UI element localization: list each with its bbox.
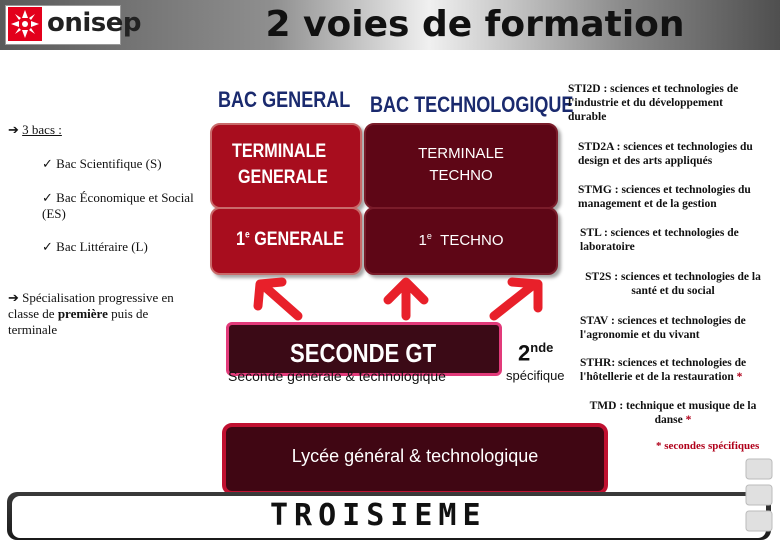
techno-item-st2s: ST2S : sciences et technologies de la santé et du social <box>585 271 761 297</box>
deux-sup: nde <box>530 340 554 355</box>
sthr-text: STHR: sciences et technologies de l'hôtellerie et de la restauration <box>580 357 747 383</box>
arrow-right-icon: ➔ <box>8 122 19 137</box>
premiere-techno-text: TECHNO <box>440 232 504 249</box>
up-arrow-icon-middle <box>388 282 424 316</box>
onisep-logo-icon <box>8 7 42 41</box>
terminale-generale-box[interactable] <box>210 123 362 209</box>
terminale-generale-line1: TERMINALE <box>232 141 327 162</box>
premiere-techno-label <box>366 231 556 249</box>
arrow-right-icon: ➔ <box>8 290 19 305</box>
decorative-icons <box>738 455 778 540</box>
column-header-general: BAC GENERAL <box>218 87 351 112</box>
spec-bold: première <box>57 306 108 321</box>
footnote: * secondes spécifiques <box>656 440 760 452</box>
bac-item-es: ✓ Bac Économique et Social (ES) <box>42 190 194 221</box>
premiere-techno-box[interactable] <box>364 207 558 275</box>
logo-text: onisep <box>47 8 142 38</box>
techno-item-sthr <box>580 356 775 384</box>
seconde-subtitle: Seconde générale & technologique <box>228 368 446 384</box>
rss-icon <box>746 459 772 479</box>
terminale-techno-line2: TECHNO <box>429 167 493 184</box>
premiere-techno-num: 1 <box>418 232 427 249</box>
techno-item-std2a: STD2A : sciences et technologies du design et des arts appliqués <box>578 141 753 167</box>
lycee-label: Lycée général & technologique <box>291 446 539 466</box>
troisieme-label: TROISIEME <box>270 498 487 533</box>
bacs-title: 3 bacs : <box>22 122 62 137</box>
premiere-generale-box[interactable] <box>210 207 362 275</box>
deux-num: 2 <box>518 340 531 366</box>
spec-pre: Spécialisation progressive en classe de <box>8 290 174 321</box>
up-arrows <box>250 276 590 322</box>
terminale-generale-line2: GENERALE <box>238 167 328 188</box>
page-title: 2 voies de formation <box>265 4 685 45</box>
tmd-asterisk: * <box>685 414 692 426</box>
premiere-techno-sup: e <box>426 231 432 241</box>
terminale-techno-line1: TERMINALE <box>418 145 504 162</box>
sthr-asterisk: * <box>736 371 743 383</box>
techno-item-tmd <box>578 399 768 427</box>
settings-icon <box>746 511 772 531</box>
premiere-generale-num: 1 <box>236 229 245 250</box>
premiere-generale-text: GENERALE <box>254 229 344 250</box>
seconde-specifique-label <box>518 340 553 366</box>
spec-post: puis de terminale <box>8 306 149 337</box>
bacs-heading <box>8 122 62 138</box>
specialisation-text <box>8 290 178 338</box>
up-arrow-icon-right <box>494 282 538 316</box>
premiere-generale-sup: e <box>244 229 250 241</box>
terminale-techno-box[interactable] <box>364 123 558 209</box>
home-icon <box>746 485 772 505</box>
bac-item-s: ✓ Bac Scientifique (S) <box>42 156 162 171</box>
column-header-techno: BAC TECHNOLOGIQUE <box>370 92 574 117</box>
seconde-gt-label: SECONDE GT <box>290 338 437 368</box>
tmd-text: TMD : technique et musique de la danse <box>589 400 757 426</box>
techno-item-sti2d: STI2D : sciences et technologies de l'industrie et du développement durable <box>568 83 739 123</box>
techno-item-stmg: STMG : sciences et technologies du management et de la gestion <box>578 184 751 210</box>
premiere-generale-label <box>236 229 344 251</box>
techno-item-stav: STAV : sciences et technologies de l'agronomie et du vivant <box>580 315 746 341</box>
bac-item-l: ✓ Bac Littéraire (L) <box>42 239 148 254</box>
specifique-label: spécifique <box>506 368 565 383</box>
techno-item-stl: STL : sciences et technologies de laboratoire <box>580 227 739 253</box>
up-arrow-icon-left <box>258 282 298 316</box>
